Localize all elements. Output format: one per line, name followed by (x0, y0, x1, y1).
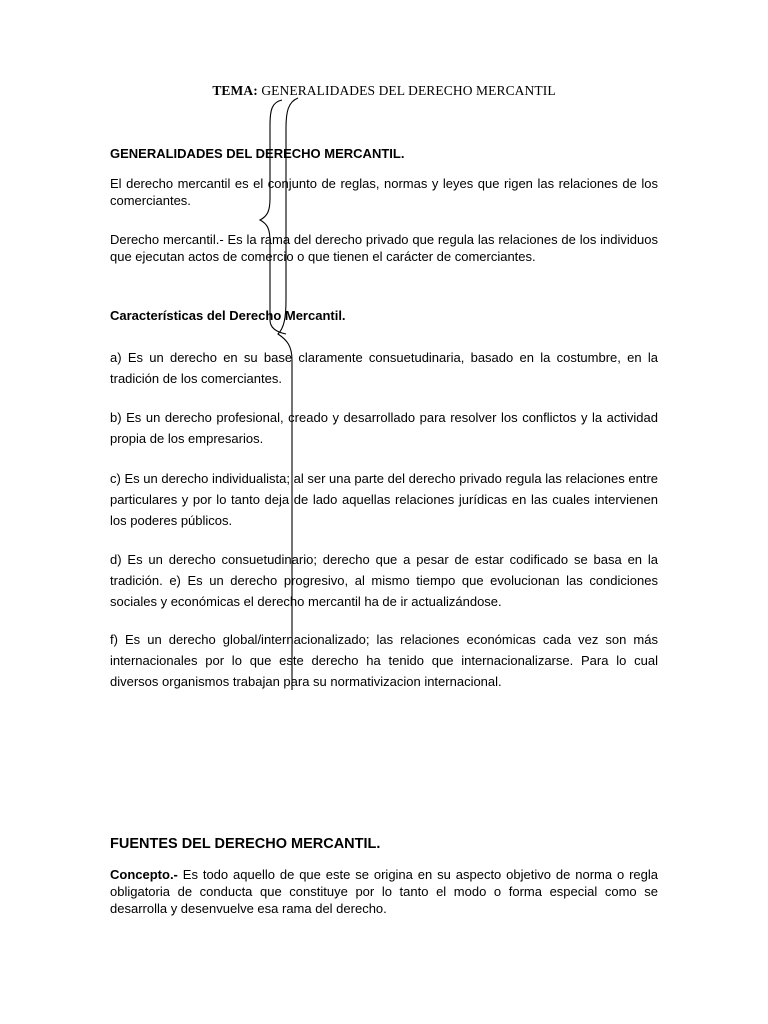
concepto-label: Concepto.- (110, 867, 178, 882)
document-title (0, 83, 768, 99)
title-text: GENERALIDADES DEL DERECHO MERCANTIL (261, 83, 556, 98)
paragraph-concepto (110, 866, 658, 917)
paragraph-derecho-mercantil: Derecho mercantil.- Es la rama del derecho privado que regula las relaciones de los individuos que ejecutan actos de comercio o que tienen el carácter de comerciantes. (110, 232, 658, 264)
paragraph-definition: El derecho mercantil es el conjunto de reglas, normas y leyes que rigen las relaciones de los comerciantes. (110, 176, 658, 208)
section-heading-generalidades: GENERALIDADES DEL DERECHO MERCANTIL. (110, 146, 405, 161)
title-label: TEMA: (212, 83, 258, 98)
section-heading-caracteristicas: Características del Derecho Mercantil. (110, 308, 346, 323)
concepto-text: Es todo aquello de que este se origina en su aspecto objetivo de norma o regla obligatoria de conducta que constituye por lo tanto el modo o forma especial como se desarrolla y desenvuelve esa rama del derecho. (110, 867, 658, 916)
list-item-b: b) Es un derecho profesional, creado y desarrollado para resolver los conflictos y la actividad propia de los empresarios. (110, 410, 658, 446)
list-item-a: a) Es un derecho en su base claramente consuetudinaria, basado en la costumbre, en la tradición de los comerciantes. (110, 350, 658, 386)
list-item-d-e: d) Es un derecho consuetudinario; derecho que a pesar de estar codificado se basa en la tradición. e) Es un derecho progresivo, al mismo tiempo que evolucionan las condiciones sociales y económicas el derecho mercantil ha de ir actualizándose. (110, 552, 658, 609)
brace-left (260, 100, 286, 334)
section-heading-fuentes: FUENTES DEL DERECHO MERCANTIL. (110, 836, 381, 852)
list-item-f: f) Es un derecho global/internacionalizado; las relaciones económicas cada vez son más internacionales por lo que este derecho ha tenido que internacionalizarse. Para lo cual diversos organismos trabajan para su normativizacion internacional. (110, 632, 658, 689)
list-item-c: c) Es un derecho individualista; al ser una parte del derecho privado regula las relaciones entre particulares y por lo tanto deja de lado aquellas relaciones jurídicas en las cuales intervienen los poderes públicos. (110, 471, 658, 528)
